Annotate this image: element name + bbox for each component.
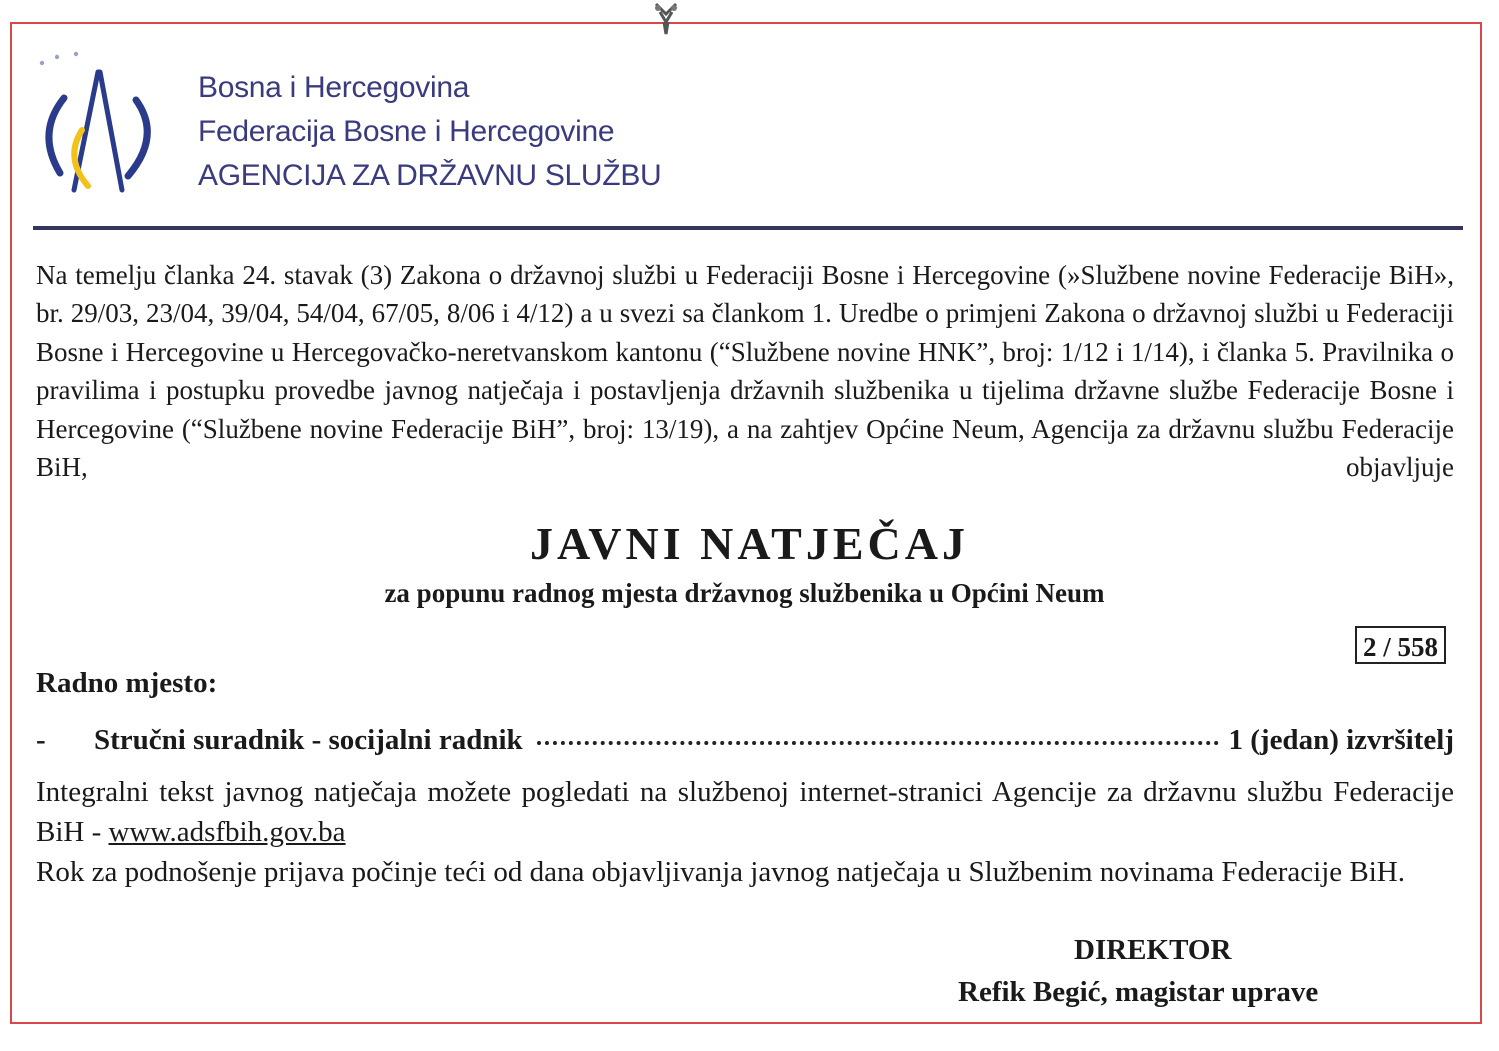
signatory-name: Refik Begić, magistar uprave bbox=[958, 976, 1319, 1008]
notice-title: JAVNI NATJEČAJ bbox=[530, 518, 969, 569]
position-count: 1 (jedan) izvršitelj bbox=[1228, 724, 1454, 756]
integral-text-paragraph bbox=[36, 772, 1454, 852]
dot-leader bbox=[537, 741, 1219, 745]
header-divider bbox=[33, 226, 1463, 230]
deadline-paragraph: Rok za podnošenje prijava počinje teći od dana objavljivanja javnog natječaja u Službenim novinama Federacije BiH. bbox=[36, 856, 1406, 888]
decorative-ornament-icon bbox=[636, 0, 696, 40]
reference-number-badge: 2 / 558 bbox=[1355, 626, 1446, 664]
notice-subtitle: za popunu radnog mjesta državnog službenika u Općini Neum bbox=[384, 578, 1105, 608]
signatory-title: DIREKTOR bbox=[1074, 934, 1232, 966]
list-dash: - bbox=[36, 724, 46, 756]
country-name: Bosna i Hercegovina bbox=[198, 71, 470, 104]
legal-preamble: Na temelju članka 24. stavak (3) Zakona o državnoj službi u Federaciji Bosne i Hercegovine (»Službene novine Federacije BiH», br. 29/03, 23/04, 39/04, 54/04, 67/05, 8/06 i 4/12) a u svezi sa člankom 1. Uredbe o primjeni Zakona o državnoj službi u Federaciji Bosne i Hercegovine u Hercegovačko-neretvanskom kantonu (“Službene novine HNK”, broj: 1/12 i 1/14), i članka 5. Pravilnika o pravilima i postupku provedbe javnog natječaja i postavljenja državnih službenika u tijelima državne službe Federacije Bosne i Hercegovine (“Službene novine Federacije BiH”, broj: 13/19), a na zahtjev Općine Neum, Agencija za državnu službu Federacije BiH, objavljuje bbox=[36, 260, 1454, 483]
position-section-label: Radno mjesto: bbox=[36, 667, 218, 699]
integral-text: Integralni tekst javnog natječaja možete pogledati na službenoj internet-stranici Agencije za državnu službu Federacije BiH - bbox=[36, 776, 1454, 848]
agency-header bbox=[198, 66, 661, 198]
position-name: Stručni suradnik - socijalni radnik bbox=[94, 724, 523, 756]
federation-name: Federacija Bosne i Hercegovine bbox=[198, 115, 615, 148]
agency-name: AGENCIJA ZA DRŽAVNU SLUŽBU bbox=[198, 159, 662, 192]
agency-website-link[interactable]: www.adsfbih.gov.ba bbox=[108, 816, 346, 848]
position-list-item bbox=[36, 720, 1454, 760]
agency-emblem-icon bbox=[24, 48, 174, 208]
